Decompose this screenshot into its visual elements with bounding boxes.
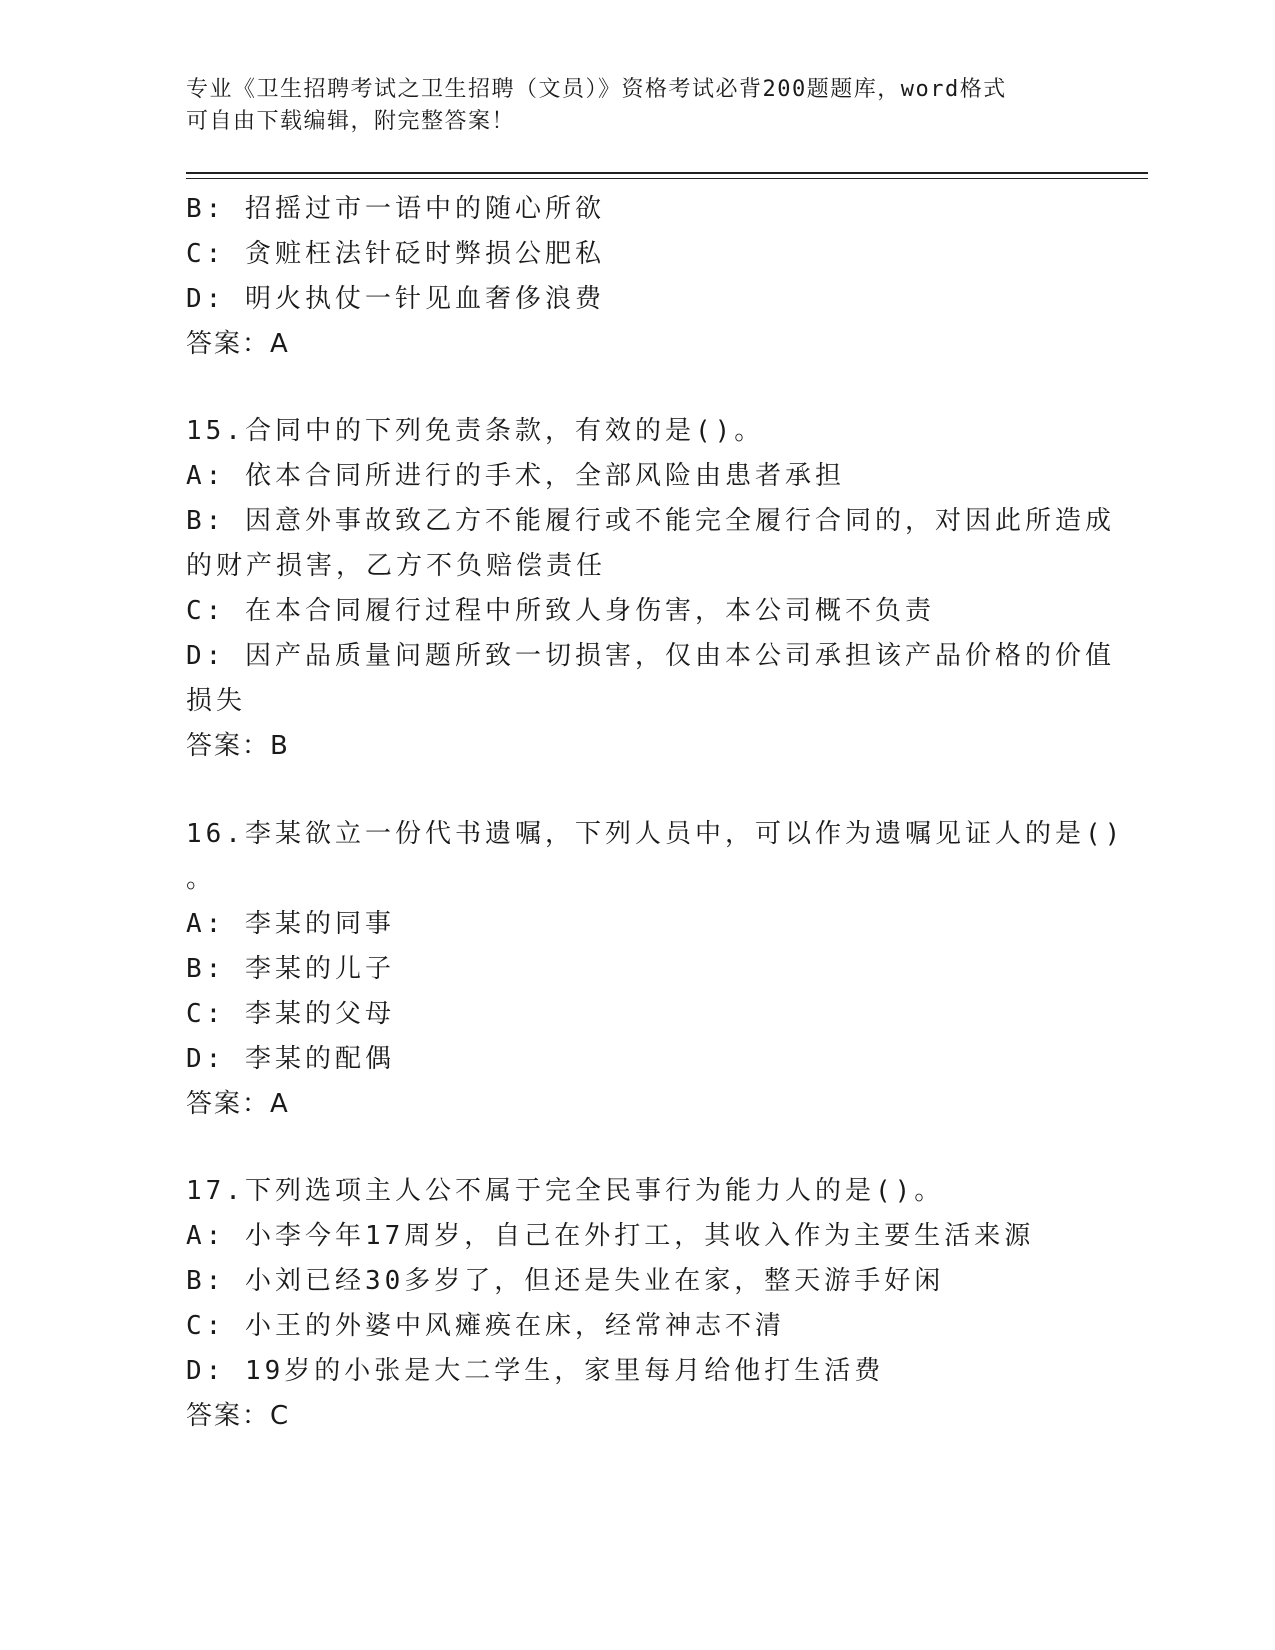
q16-option-b: B: 李某的儿子 xyxy=(186,954,395,984)
header-rule-thick xyxy=(186,172,1148,174)
q16-option-d: D: 李某的配偶 xyxy=(186,1044,395,1074)
prev-option-b: B: 招摇过市一语中的随心所欲 xyxy=(186,194,605,224)
q16-stem-line-1: 16.李某欲立一份代书遗嘱，下列人员中，可以作为遗嘱见证人的是() xyxy=(186,819,1125,849)
q15-option-c: C: 在本合同履行过程中所致人身伤害，本公司概不负责 xyxy=(186,596,935,626)
q16-stem-line-2: 。 xyxy=(186,864,217,894)
header-title-line-1: 专业《卫生招聘考试之卫生招聘（文员）》资格考试必背200题题库，word格式 xyxy=(186,77,1007,102)
prev-answer: 答案：A xyxy=(186,329,290,359)
q17-option-a: A: 小李今年17周岁，自己在外打工，其收入作为主要生活来源 xyxy=(186,1221,1035,1251)
prev-option-d: D: 明火执仗一针见血奢侈浪费 xyxy=(186,284,605,314)
q17-stem: 17.下列选项主人公不属于完全民事行为能力人的是()。 xyxy=(186,1176,945,1206)
q15-option-d-line-1: D: 因产品质量问题所致一切损害，仅由本公司承担该产品价格的价值 xyxy=(186,641,1115,671)
q17-option-c: C: 小王的外婆中风瘫痪在床，经常神志不清 xyxy=(186,1311,785,1341)
q15-stem: 15.合同中的下列免责条款，有效的是()。 xyxy=(186,416,765,446)
prev-option-c: C: 贪赃枉法针砭时弊损公肥私 xyxy=(186,239,605,269)
q16-option-c: C: 李某的父母 xyxy=(186,999,395,1029)
q16-answer: 答案：A xyxy=(186,1089,290,1119)
q15-option-d-line-2: 损失 xyxy=(186,686,247,716)
header-rule-thin xyxy=(186,178,1148,179)
header-title-line-2: 可自由下载编辑，附完整答案！ xyxy=(186,109,516,134)
q15-option-a: A: 依本合同所进行的手术，全部风险由患者承担 xyxy=(186,461,845,491)
q15-option-b-line-1: B: 因意外事故致乙方不能履行或不能完全履行合同的，对因此所造成 xyxy=(186,506,1115,536)
q17-option-d: D: 19岁的小张是大二学生，家里每月给他打生活费 xyxy=(186,1356,885,1386)
q16-option-a: A: 李某的同事 xyxy=(186,909,395,939)
q15-option-b-line-2: 的财产损害，乙方不负赔偿责任 xyxy=(186,551,607,581)
q15-answer: 答案：B xyxy=(186,731,290,761)
q17-option-b: B: 小刘已经30多岁了，但还是失业在家，整天游手好闲 xyxy=(186,1266,945,1296)
q17-answer: 答案：C xyxy=(186,1401,291,1431)
